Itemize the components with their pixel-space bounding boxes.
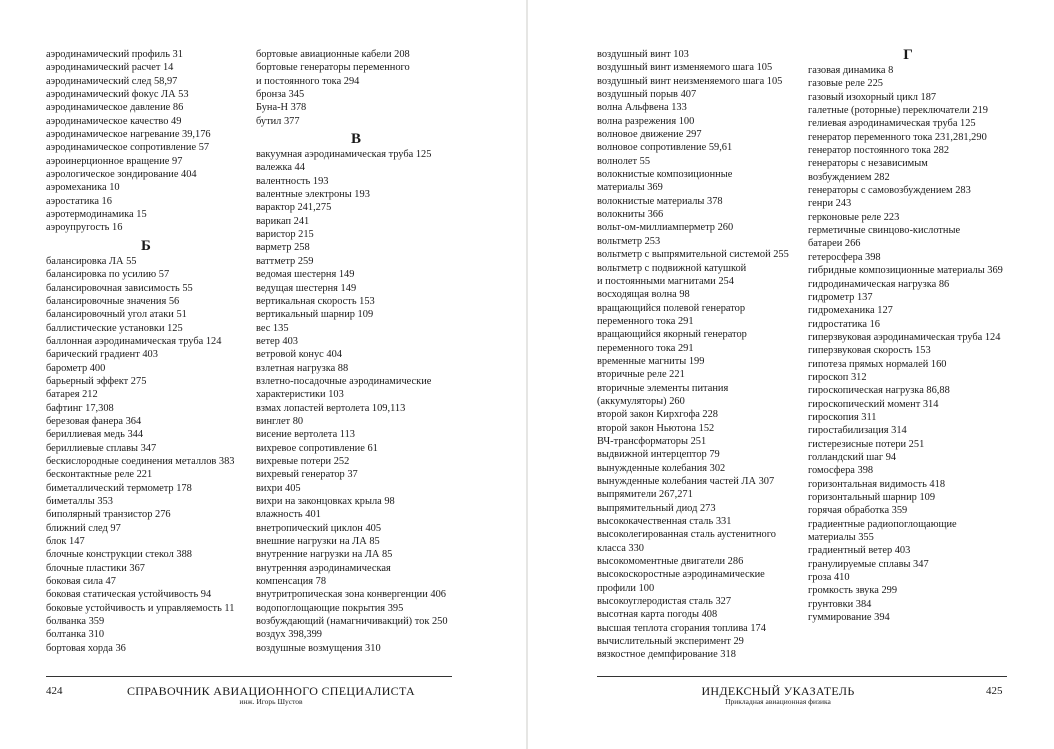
index-entry: ваттметр 259 — [256, 255, 314, 267]
index-entry: бериллиевая медь 344 — [46, 429, 144, 441]
index-entry: балансировка ЛА 55 — [46, 255, 137, 267]
index-entry: боковые устойчивость и управляемость 11 — [46, 602, 235, 614]
index-entry: барьерный эффект 275 — [46, 375, 147, 387]
index-entry: газовые реле 225 — [808, 78, 883, 90]
index-entry: галетные (роторные) переключатели 219 — [808, 105, 989, 117]
left-page — [0, 0, 526, 749]
index-entry: аэромеханика 10 — [46, 182, 120, 194]
index-entry: грунтовки 384 — [808, 598, 872, 610]
index-entry: горизонтальный шарнир 109 — [808, 492, 936, 503]
index-entry: гранулируемые сплавы 347 — [808, 558, 929, 570]
index-entry: генераторы с независимым — [808, 158, 928, 170]
index-entry: взмах лопастей вертолета 109,113 — [256, 402, 406, 414]
index-entry: висение вертолета 113 — [256, 429, 355, 441]
index-entry: вихри 405 — [256, 482, 301, 494]
index-entry: баллистические установки 125 — [46, 322, 183, 334]
index-entry: барометр 400 — [46, 362, 106, 374]
footer-rule — [46, 676, 452, 677]
right-index-column-1 — [597, 48, 802, 662]
index-entry: высокоскоростные аэродинамические — [597, 569, 765, 581]
index-entry: батареи 266 — [808, 238, 861, 250]
index-entry: биметаллы 353 — [46, 496, 113, 507]
index-entry: боковая статическая устойчивость 94 — [46, 589, 212, 601]
index-entry: градиентный ветер 403 — [808, 545, 911, 557]
index-entry: аэродинамический профиль 31 — [46, 49, 183, 60]
index-entry: внутритропическая зона конвергенции 406 — [256, 589, 446, 601]
index-entry: гистерезисные потери 251 — [808, 438, 925, 450]
index-entry: гиростабилизация 314 — [808, 425, 907, 437]
index-entry: волна Альфвена 133 — [597, 102, 687, 114]
index-entry: гомосфера 398 — [808, 465, 874, 477]
index-entry: внешние нагрузки на ЛА 85 — [256, 536, 380, 548]
index-entry: бафтинг 17,308 — [46, 402, 114, 414]
index-entry: воздушный винт 103 — [597, 49, 689, 60]
index-entry: гибридные композиционные материалы 369 — [808, 265, 1003, 277]
index-entry: балансировочные значения 56 — [46, 295, 180, 307]
index-entry: гироскоп 312 — [808, 371, 867, 383]
index-entry: выпрямители 267,271 — [597, 489, 693, 501]
index-entry: варикап 241 — [256, 215, 310, 227]
index-entry: вынужденные колебания частей ЛА 307 — [597, 476, 775, 487]
index-entry: вынужденные колебания 302 — [597, 462, 726, 474]
index-entry: волнолет 55 — [597, 155, 651, 167]
index-entry: горизонтальная видимость 418 — [808, 478, 946, 490]
index-entry: вращающийся якорный генератор — [597, 329, 747, 341]
index-entry: гидромеханика 127 — [808, 305, 893, 317]
index-entry: высотная карта погоды 408 — [597, 609, 718, 621]
index-entry: волокнистые композиционные — [597, 169, 733, 181]
index-entry: варметр 258 — [256, 242, 310, 254]
index-entry: генри 243 — [808, 198, 852, 210]
index-entry: ВЧ-трансформаторы 251 — [597, 435, 707, 447]
index-entry: гироскопический момент 314 — [808, 398, 939, 410]
index-entry: громкость звука 299 — [808, 585, 898, 597]
index-entry: волокниты 366 — [597, 209, 664, 221]
index-entry: гроза 410 — [808, 572, 850, 584]
index-entry: воздушный порыв 407 — [597, 89, 697, 101]
index-entry: материалы 355 — [808, 532, 874, 544]
index-entry: барический градиент 403 — [46, 349, 158, 361]
index-entry: взлетная нагрузка 88 — [256, 362, 349, 374]
index-entry: бескислородные соединения металлов 383 — [46, 455, 235, 467]
index-entry: винглет 80 — [256, 415, 304, 427]
footer-subtitle: Прикладная авиационная физика — [725, 697, 831, 706]
index-entry: блочные пластики 367 — [46, 562, 145, 574]
index-entry: вращающийся полевой генератор — [597, 302, 746, 314]
index-entry: биполярный транзистор 276 — [46, 509, 171, 521]
index-entry: аэродинамическое нагревание 39,176 — [46, 129, 211, 141]
index-entry: боковая сила 47 — [46, 576, 116, 588]
index-entry: голландский шаг 94 — [808, 451, 897, 463]
index-entry: выдвижной интерцептор 79 — [597, 449, 720, 461]
index-entry: аэродинамическое качество 49 — [46, 115, 182, 127]
index-entry: вихревый генератор 37 — [256, 469, 358, 481]
index-entry: гидродинамическая нагрузка 86 — [808, 278, 950, 290]
index-entry: валежка 44 — [256, 162, 305, 174]
index-entry: валентные электроны 193 — [256, 189, 370, 201]
index-entry: гиперзвуковая аэродинамическая труба 124 — [808, 331, 1001, 343]
index-entry: внетропический циклон 405 — [256, 522, 382, 534]
index-entry: воздушный винт неизменяемого шага 105 — [597, 75, 783, 87]
index-entry: аэротермодинамика 15 — [46, 209, 147, 221]
index-entry: генератор переменного тока 231,281,290 — [808, 131, 987, 143]
index-entry: класса 330 — [597, 542, 644, 554]
index-entry: воздух 398,399 — [256, 629, 322, 641]
index-entry: временные магниты 199 — [597, 355, 705, 367]
index-entry: вихревые потери 252 — [256, 455, 350, 467]
index-entry: волновое сопротивление 59,61 — [597, 142, 733, 154]
index-entry: второй закон Кирхгофа 228 — [597, 409, 718, 421]
footer-rule — [597, 676, 1007, 677]
index-entry: бериллиевые сплавы 347 — [46, 442, 157, 454]
index-entry: вольтметр 253 — [597, 235, 661, 247]
index-entry: ветер 403 — [256, 335, 298, 347]
index-entry: высшая теплота сгорания топлива 174 — [597, 622, 766, 634]
index-entry: блок 147 — [46, 536, 85, 548]
index-entry: бронза 345 — [256, 89, 305, 101]
index-entry: батарея 212 — [46, 389, 98, 401]
index-entry: воздушный винт изменяемого шага 105 — [597, 62, 773, 74]
index-entry: выпрямительный диод 273 — [597, 502, 716, 514]
index-entry: ветровой конус 404 — [256, 349, 342, 361]
right-index-column-2 — [808, 48, 1008, 624]
index-entry: высокомоментные двигатели 286 — [597, 556, 744, 568]
index-entry: аэроупругость 16 — [46, 222, 123, 234]
index-entry: гипотеза прямых нормалей 160 — [808, 358, 947, 370]
index-entry: вычислительный эксперимент 29 — [597, 636, 744, 648]
index-entry: вольт-ом-миллиамперметр 260 — [597, 222, 734, 234]
index-entry: вязкостное демпфирование 318 — [597, 649, 736, 661]
index-entry: аэродинамическое давление 86 — [46, 102, 184, 114]
index-entry: вертикальная скорость 153 — [256, 295, 375, 307]
left-index-column-1 — [46, 48, 246, 655]
index-entry: восходящая волна 98 — [597, 289, 690, 301]
index-entry: водопоглощающие покрытия 395 — [256, 602, 404, 614]
index-entry: воздушные возмущения 310 — [256, 642, 381, 654]
index-letter-heading: Б — [141, 237, 151, 254]
index-entry: возбуждающий (намагничивакций) ток 250 — [256, 616, 448, 628]
page-number: 424 — [46, 685, 63, 697]
index-entry: березовая фанера 364 — [46, 415, 142, 427]
index-entry: аэроинерционное вращение 97 — [46, 155, 183, 167]
index-entry: газовая динамика 8 — [808, 65, 894, 76]
index-entry: возбуждением 282 — [808, 171, 890, 183]
index-entry: аэродинамический фокус ЛА 53 — [46, 89, 189, 101]
index-entry: аэрологическое зондирование 404 — [46, 169, 197, 181]
index-entry: бесконтактные реле 221 — [46, 469, 153, 481]
index-letter-heading: Г — [903, 47, 913, 63]
index-entry: гидростатика 16 — [808, 318, 880, 330]
index-entry: вторичные реле 221 — [597, 369, 685, 381]
index-entry: гироскопия 311 — [808, 411, 877, 423]
index-entry: профили 100 — [597, 582, 655, 594]
index-entry: аэростатика 16 — [46, 195, 112, 207]
index-entry: взлетно-посадочные аэродинамические — [256, 375, 432, 387]
index-entry: бортовые генераторы переменного — [256, 62, 410, 74]
index-entry: волновое движение 297 — [597, 129, 702, 141]
index-entry: характеристики 103 — [256, 389, 344, 401]
index-entry: высокоуглеродистая сталь 327 — [597, 596, 732, 608]
index-entry: высококачественная сталь 331 — [597, 516, 732, 528]
index-letter-heading: В — [350, 131, 361, 148]
index-entry: гироскопическая нагрузка 86,88 — [808, 385, 950, 397]
index-entry: бортовая хорда 36 — [46, 642, 126, 654]
index-entry: переменного тока 291 — [597, 315, 694, 327]
index-entry: волна разрежения 100 — [597, 115, 695, 127]
index-entry: компенсация 78 — [256, 576, 327, 588]
footer-title: СПРАВОЧНИК АВИАЦИОННОГО СПЕЦИАЛИСТА — [127, 684, 415, 698]
index-entry: Буна-Н 378 — [256, 102, 307, 114]
index-entry: высоколегированная сталь аустенитного — [597, 529, 776, 541]
index-entry: гидрометр 137 — [808, 291, 873, 303]
index-entry: аэродинамический расчет 14 — [46, 62, 174, 74]
index-entry: болтанка 310 — [46, 629, 105, 641]
index-entry: влажность 401 — [256, 509, 321, 521]
index-entry: варистор 215 — [256, 229, 314, 241]
index-entry: внутренняя аэродинамическая — [256, 562, 391, 574]
index-entry: вихри на законцовках крыла 98 — [256, 496, 395, 507]
index-entry: (аккумуляторы) 260 — [597, 395, 685, 407]
index-entry: ведомая шестерня 149 — [256, 269, 355, 281]
index-entry: герконовые реле 223 — [808, 211, 900, 223]
index-entry: аэродинамическое сопротивление 57 — [46, 142, 210, 154]
index-entry: болванка 359 — [46, 616, 105, 628]
index-entry: аэродинамический след 58,97 — [46, 75, 178, 87]
footer-title: ИНДЕКСНЫЙ УКАЗАТЕЛЬ — [701, 684, 855, 698]
index-entry: гуммирование 394 — [808, 612, 890, 624]
index-entry: баллонная аэродинамическая труба 124 — [46, 335, 222, 347]
index-entry: и постоянного тока 294 — [256, 75, 360, 87]
index-entry: вторичные элементы питания — [597, 382, 729, 394]
index-entry: вертикальный шарнир 109 — [256, 309, 374, 321]
index-entry: вес 135 — [256, 322, 289, 334]
index-entry: генераторы с самовозбуждением 283 — [808, 185, 971, 197]
index-entry: волокнистые материалы 378 — [597, 195, 723, 207]
index-entry: вихревое сопротивление 61 — [256, 442, 378, 454]
index-entry: балансировка по усилию 57 — [46, 269, 170, 281]
index-entry: бортовые авиационные кабели 208 — [256, 49, 410, 60]
index-entry: горячая обработка 359 — [808, 505, 908, 517]
index-entry: варактор 241,275 — [256, 202, 332, 214]
index-entry: материалы 369 — [597, 182, 663, 194]
index-entry: ведущая шестерня 149 — [256, 282, 357, 294]
index-entry: вольтметр с выпрямительной системой 255 — [597, 249, 789, 261]
index-entry: внутренние нагрузки на ЛА 85 — [256, 549, 393, 561]
index-entry: валентность 193 — [256, 175, 329, 187]
index-entry: переменного тока 291 — [597, 342, 694, 354]
index-entry: вакуумная аэродинамическая труба 125 — [256, 149, 432, 161]
left-index-column-2 — [256, 48, 456, 655]
index-entry: гиперзвуковая скорость 153 — [808, 345, 931, 357]
index-entry: гелиевая аэродинамическая труба 125 — [808, 118, 976, 130]
index-entry: балансировочный угол атаки 51 — [46, 309, 187, 321]
index-entry: вольтметр с подвижной катушкой — [597, 262, 747, 274]
page-number: 425 — [986, 685, 1003, 697]
index-entry: бутил 377 — [256, 115, 300, 127]
index-entry: второй закон Ньютона 152 — [597, 422, 715, 434]
index-entry: блочные конструкции стекол 388 — [46, 549, 192, 561]
index-entry: ближний след 97 — [46, 522, 121, 534]
index-entry: градиентные радиопоглощающие — [808, 518, 957, 530]
index-entry: герметичные свинцово-кислотные — [808, 225, 961, 237]
index-entry: балансировочная зависимость 55 — [46, 282, 193, 294]
index-entry: газовый изохорный цикл 187 — [808, 91, 937, 103]
footer-subtitle: инж. Игорь Шустов — [239, 697, 303, 706]
right-page — [528, 0, 1054, 749]
index-entry: и постоянными магнитами 254 — [597, 275, 734, 287]
index-entry: генератор постоянного тока 282 — [808, 145, 950, 157]
index-entry: гетеросфера 398 — [808, 251, 881, 263]
index-entry: биметаллический термометр 178 — [46, 482, 192, 494]
